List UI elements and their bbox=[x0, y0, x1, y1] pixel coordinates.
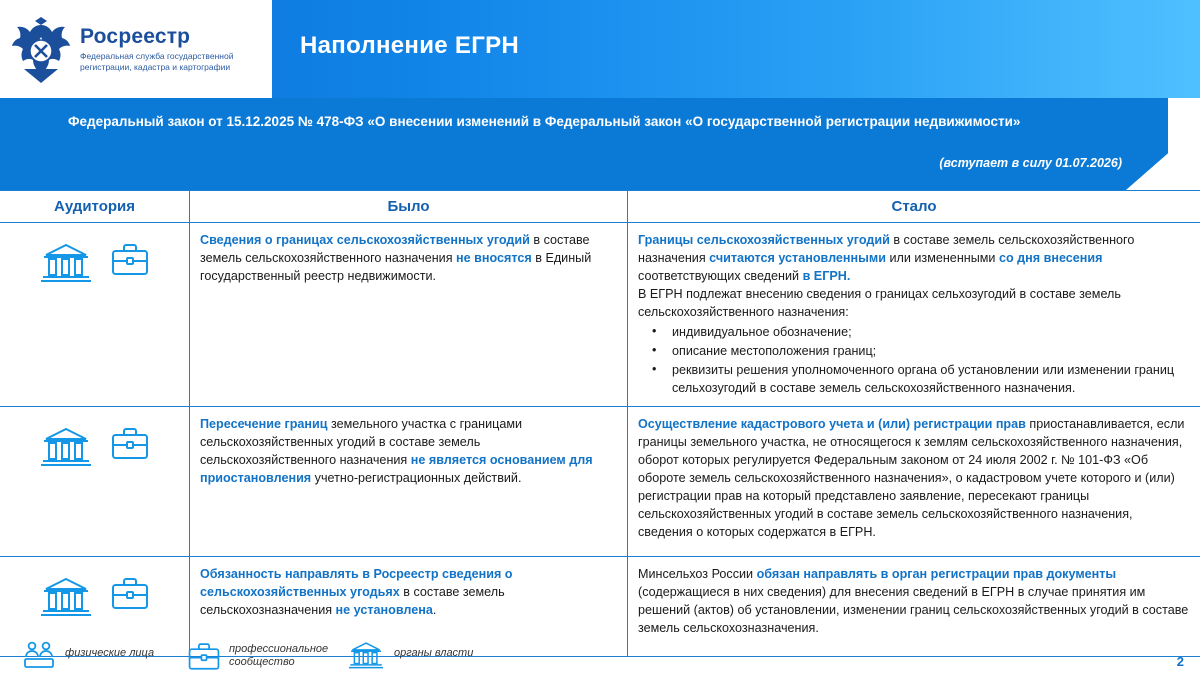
org-name: Росреестр bbox=[80, 25, 191, 49]
was-tail-text: в Единый государственный реестр недвижимости. bbox=[200, 251, 592, 283]
briefcase-icon bbox=[186, 639, 222, 673]
now-lead-text: Осуществление кадастрового учета и (или) регистрации прав bbox=[638, 417, 1026, 431]
now-pre-text: Минсельхоз России bbox=[638, 567, 757, 581]
government-building-icon bbox=[40, 573, 92, 617]
page-footer bbox=[0, 627, 1200, 675]
logo-block bbox=[0, 0, 272, 98]
government-building-icon bbox=[40, 423, 92, 467]
list-item: • индивидуальное обозначение; bbox=[638, 323, 1190, 341]
now-paragraph-2: В ЕГРН подлежат внесению сведения о границах сельхозугодий в составе земель сельскохозяйственного назначения: bbox=[638, 287, 1121, 319]
legend-label: профессиональное сообщество bbox=[229, 642, 329, 668]
now-text-c: соответствующих сведений bbox=[638, 269, 803, 283]
government-building-icon bbox=[345, 639, 387, 669]
was-lead-text: Пересечение границ bbox=[200, 417, 328, 431]
was-highlight-text: не установлена bbox=[335, 603, 433, 617]
legend-label: органы власти bbox=[394, 647, 474, 660]
audience-icons-cell bbox=[0, 223, 190, 406]
org-subtitle: Федеральная служба государственной регистрации, кадастра и картографии bbox=[80, 51, 234, 73]
now-lead-text: Границы сельскохозяйственных угодий bbox=[638, 233, 890, 247]
government-building-icon bbox=[40, 239, 92, 283]
now-cell bbox=[628, 407, 1200, 556]
legend-item-individuals bbox=[22, 639, 154, 669]
was-highlight-text: не является основанием для приостановления bbox=[200, 453, 593, 485]
table-header-row bbox=[0, 191, 1200, 223]
comparison-table bbox=[0, 190, 1200, 657]
was-tail-text: . bbox=[432, 603, 437, 617]
now-cell bbox=[628, 223, 1200, 406]
was-mid-text: земельного участка с границами сельскохозяйственных угодий в составе земель сельскохозяйственного назначения bbox=[200, 417, 523, 467]
now-body-text: (содержащиеся в них сведения) для внесения сведений в ЕГРН в случае принятия им решений (актов) об установлении, изменении границ сельскохозяйственных угодий в составе земель сельскохозназначения. bbox=[638, 585, 1189, 635]
was-highlight-text: не вносятся bbox=[456, 251, 532, 265]
now-body-text: приостанавливается, если границы земельного участка, не относящегося к землям сельскохозяйственного назначения, оборот которых регулируется Федеральным законом от 24 июля 2002 г. № 101-ФЗ «Об обороте земель сельскохозяйственного назначения», о кадастровом учете которого и (или) регистрации прав на который представлено заявление, пересекают границы сельскохозяйственных угодий в составе земель сельскохозяйственного назначения, сведения о которых содержатся в ЕГРН. bbox=[638, 417, 1185, 539]
now-highlight-1: обязан направлять в орган регистрации прав документы bbox=[756, 567, 1117, 581]
now-text-a: в составе земель сельскохозяйственного назначения bbox=[638, 233, 1135, 265]
now-highlight-1: считаются установленными bbox=[709, 251, 886, 265]
was-cell bbox=[190, 223, 628, 406]
law-effective-note: (вступает в силу 01.07.2026) bbox=[939, 156, 1122, 170]
list-item: • реквизиты решения уполномоченного органа об установлении или изменении границ сельхозугодий в составе земель сельскохозяйственного назначения. bbox=[638, 361, 1190, 397]
now-text-b: или измененными bbox=[885, 251, 999, 265]
law-banner-wrapper bbox=[0, 98, 1200, 190]
people-icon bbox=[22, 639, 58, 669]
now-bullet-list bbox=[638, 323, 1190, 397]
now-highlight-3: в ЕГРН. bbox=[802, 269, 851, 283]
was-mid-text: в составе земель сельскохозназначения bbox=[200, 585, 505, 617]
list-item: • описание местоположения границ; bbox=[638, 342, 1190, 360]
legend-item-professional-community bbox=[186, 639, 339, 673]
was-mid-text: в составе земель сельскохозяйственного назначения bbox=[200, 233, 590, 265]
was-tail-text: учетно-регистрационных действий. bbox=[311, 471, 522, 485]
audience-icons-cell bbox=[0, 407, 190, 556]
double-headed-eagle-emblem-icon bbox=[10, 13, 72, 85]
table-row bbox=[0, 407, 1200, 557]
was-lead-text: Обязанность направлять в Росреестр сведения о сельскохозяйственных угодьях bbox=[200, 567, 513, 599]
now-highlight-2: со дня внесения bbox=[998, 251, 1103, 265]
briefcase-icon bbox=[110, 573, 150, 613]
column-header-was: Было bbox=[190, 191, 628, 222]
page-number: 2 bbox=[1176, 654, 1184, 669]
briefcase-icon bbox=[110, 423, 150, 463]
page-title: Наполнение ЕГРН bbox=[300, 32, 520, 59]
briefcase-icon bbox=[110, 239, 150, 279]
legend-label: физические лица bbox=[65, 647, 155, 660]
column-header-now: Стало bbox=[891, 198, 937, 215]
legend-item-authorities bbox=[345, 639, 473, 669]
law-banner-text: Федеральный закон от 15.12.2025 № 478-ФЗ «О внесении изменений в Федеральный закон «О государственной регистрации недвижимости» bbox=[68, 114, 1021, 129]
table-row bbox=[0, 223, 1200, 407]
column-header-audience: Аудитория bbox=[0, 191, 190, 222]
was-cell bbox=[190, 407, 628, 556]
was-lead-text: Сведения о границах сельскохозяйственных угодий bbox=[200, 233, 530, 247]
page-header bbox=[0, 0, 1200, 98]
